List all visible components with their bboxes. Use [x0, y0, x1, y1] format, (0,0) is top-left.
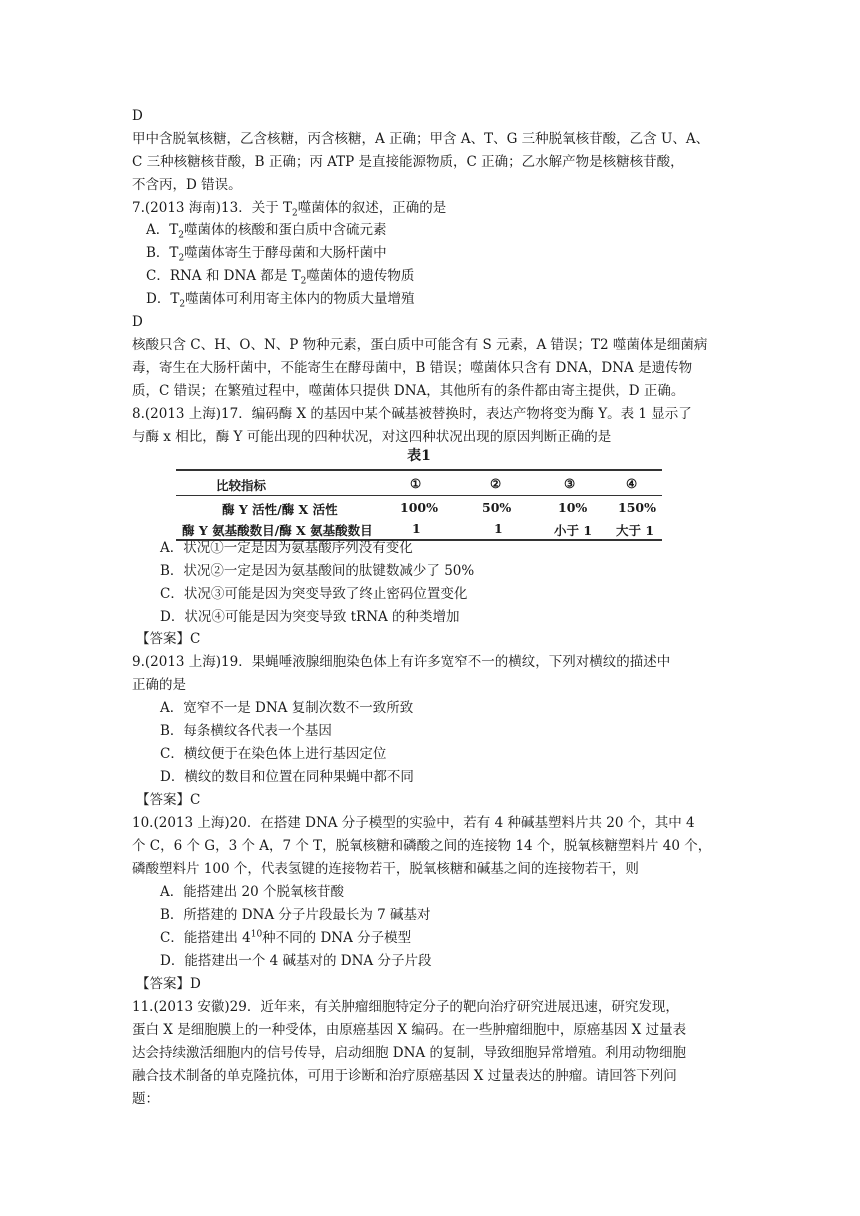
q9-option-c: C．横纹便于在染色体上进行基因定位 — [160, 746, 387, 762]
q7-option-a: A．$T_2$噬菌体的核酸和蛋白质中含硫元素 — [146, 222, 387, 241]
table-cell: 小于 1 — [554, 523, 593, 538]
table-cell: 1 — [494, 521, 503, 536]
q11-stem-line: 融合技术制备的单克隆抗体，可用于诊断和治疗原癌基因 X 过量表达的肿瘤。请回答下列问 — [132, 1068, 677, 1084]
q7-explanation-line: 核酸只含 C、H、O、N、P 物种元素，蛋白质中可能含有 S 元素，A 错误；T2 噬菌体是细菌病 — [132, 337, 708, 353]
q8-option-a: A．状况①一定是因为氨基酸序列没有变化 — [160, 540, 413, 556]
q10-option-a: A．能搭建出 20 个脱氧核苷酸 — [160, 884, 345, 900]
table-cell: 酶 Y 活性/酶 X 活性 — [222, 502, 338, 517]
q9-option-a: A．宽窄不一是 DNA 复制次数不一致所致 — [160, 700, 414, 716]
q8-option-c: C．状况③可能是因为突变导致了终止密码位置变化 — [160, 586, 468, 602]
q10-stem-line: 个 C，6 个 G，3 个 A，7 个 T，脱氧核糖和磷酸之间的连接物 14 个，脱氧核糖塑料片 40 个， — [132, 838, 712, 854]
table-cell: 50% — [482, 500, 512, 515]
q6-explanation-line: C 三种核糖核苷酸，B 正确；丙 ATP 是直接能源物质，C 正确；乙水解产物是核糖核苷酸， — [132, 154, 684, 170]
table-header-cell: ② — [490, 476, 502, 491]
table-top-rule — [176, 469, 662, 471]
table-title: 表1 — [407, 448, 431, 464]
q9-option-b: B．每条横纹各代表一个基因 — [160, 723, 332, 739]
q11-stem-line: 达会持续激活细胞内的信号传导，启动细胞 DNA 的复制，导致细胞异常增殖。利用动物细胞 — [132, 1045, 686, 1061]
q10-option-b: B．所搭建的 DNA 分子片段最长为 7 碱基对 — [160, 907, 431, 923]
q7-option-b: B．$T_2$噬菌体寄生于酵母菌和大肠杆菌中 — [146, 245, 387, 264]
table-header-cell: ③ — [564, 476, 576, 491]
q7-option-c: C．RNA 和 DNA 都是 $T_2$噬菌体的遗传物质 — [146, 268, 415, 287]
table-header-cell: ④ — [626, 476, 638, 491]
q10-option-d: D．能搭建出一个 4 碱基对的 DNA 分子片段 — [160, 953, 432, 969]
q10-answer: 【答案】D — [136, 976, 201, 992]
q7-explanation-line: 质，C 错误；在繁殖过程中，噬菌体只提供 DNA，其他所有的条件都由寄主提供，D 正确。 — [132, 383, 685, 399]
q8-stem-line: 与酶 x 相比，酶 Y 可能出现的四种状况，对这四种状况出现的原因判断正确的是 — [132, 429, 612, 445]
q9-answer: 【答案】C — [136, 792, 201, 808]
table-header-cell: 比较指标 — [216, 478, 267, 493]
table-cell: 酶 Y 氨基酸数目/酶 X 氨基酸数目 — [182, 523, 373, 538]
q8-stem-line: 8.(2013 上海)17．编码酶 X 的基因中某个碱基被替换时，表达产物将变为酶 Y。表 1 显示了 — [132, 406, 692, 422]
q7-option-d: D．$T_2$噬菌体可利用寄主体内的物质大量增殖 — [146, 291, 415, 310]
q9-stem-line: 正确的是 — [132, 677, 186, 693]
q7-explanation-line: 毒，寄生在大肠杆菌中，不能寄生在酵母菌中，B 错误；噬菌体只含有 DNA，DNA 是遗传物 — [132, 360, 693, 376]
q8-option-d: D．状况④可能是因为突变导致 tRNA 的种类增加 — [160, 609, 460, 625]
q11-stem-line: 蛋白 X 是细胞膜上的一种受体，由原癌基因 X 编码。在一些肿瘤细胞中，原癌基因 X 过量表 — [132, 1022, 687, 1038]
q11-stem-line: 11.(2013 安徽)29．近年来，有关肿瘤细胞特定分子的靶向治疗研究进展迅速，研究发现， — [132, 999, 679, 1015]
q7-stem: 7.(2013 海南)13．关于 $T_2$噬菌体的叙述，正确的是 — [132, 200, 447, 219]
table-cell: 大于 1 — [616, 523, 655, 538]
q11-stem-line: 题： — [132, 1091, 159, 1107]
table-cell: 150% — [618, 500, 656, 515]
table-cell: 100% — [400, 500, 438, 515]
q8-answer: 【答案】C — [136, 631, 201, 647]
table-header-cell: ① — [410, 476, 422, 491]
q10-option-c: C．能搭建出 $4^{10}$种不同的 DNA 分子模型 — [160, 929, 412, 946]
q6-answer: D — [132, 108, 143, 124]
table-cell: 1 — [412, 521, 421, 536]
q8-table — [172, 447, 666, 539]
q7-answer: D — [132, 314, 143, 330]
q10-stem-line: 磷酸塑料片 100 个，代表氢键的连接物若干，脱氧核糖和碱基之间的连接物若干，则 — [132, 861, 639, 877]
q6-explanation-line: 甲中含脱氧核糖，乙含核糖，丙含核糖，A 正确；甲含 A、T、G 三种脱氧核苷酸，乙含 U、A、 — [132, 131, 710, 147]
table-cell: 10% — [558, 500, 588, 515]
q10-stem-line: 10.(2013 上海)20．在搭建 DNA 分子模型的实验中，若有 4 种碱基塑料片共 20 个，其中 4 — [132, 815, 695, 831]
q6-explanation-line: 不含丙，D 错误。 — [132, 177, 242, 193]
q9-option-d: D．横纹的数目和位置在同种果蝇中都不同 — [160, 769, 414, 785]
table-header-rule — [176, 495, 662, 496]
q9-stem-line: 9.(2013 上海)19．果蝇唾液腺细胞染色体上有许多宽窄不一的横纹，下列对横纹的描述中 — [132, 654, 671, 670]
q8-option-b: B．状况②一定是因为氨基酸间的肽键数减少了 50% — [160, 563, 475, 579]
